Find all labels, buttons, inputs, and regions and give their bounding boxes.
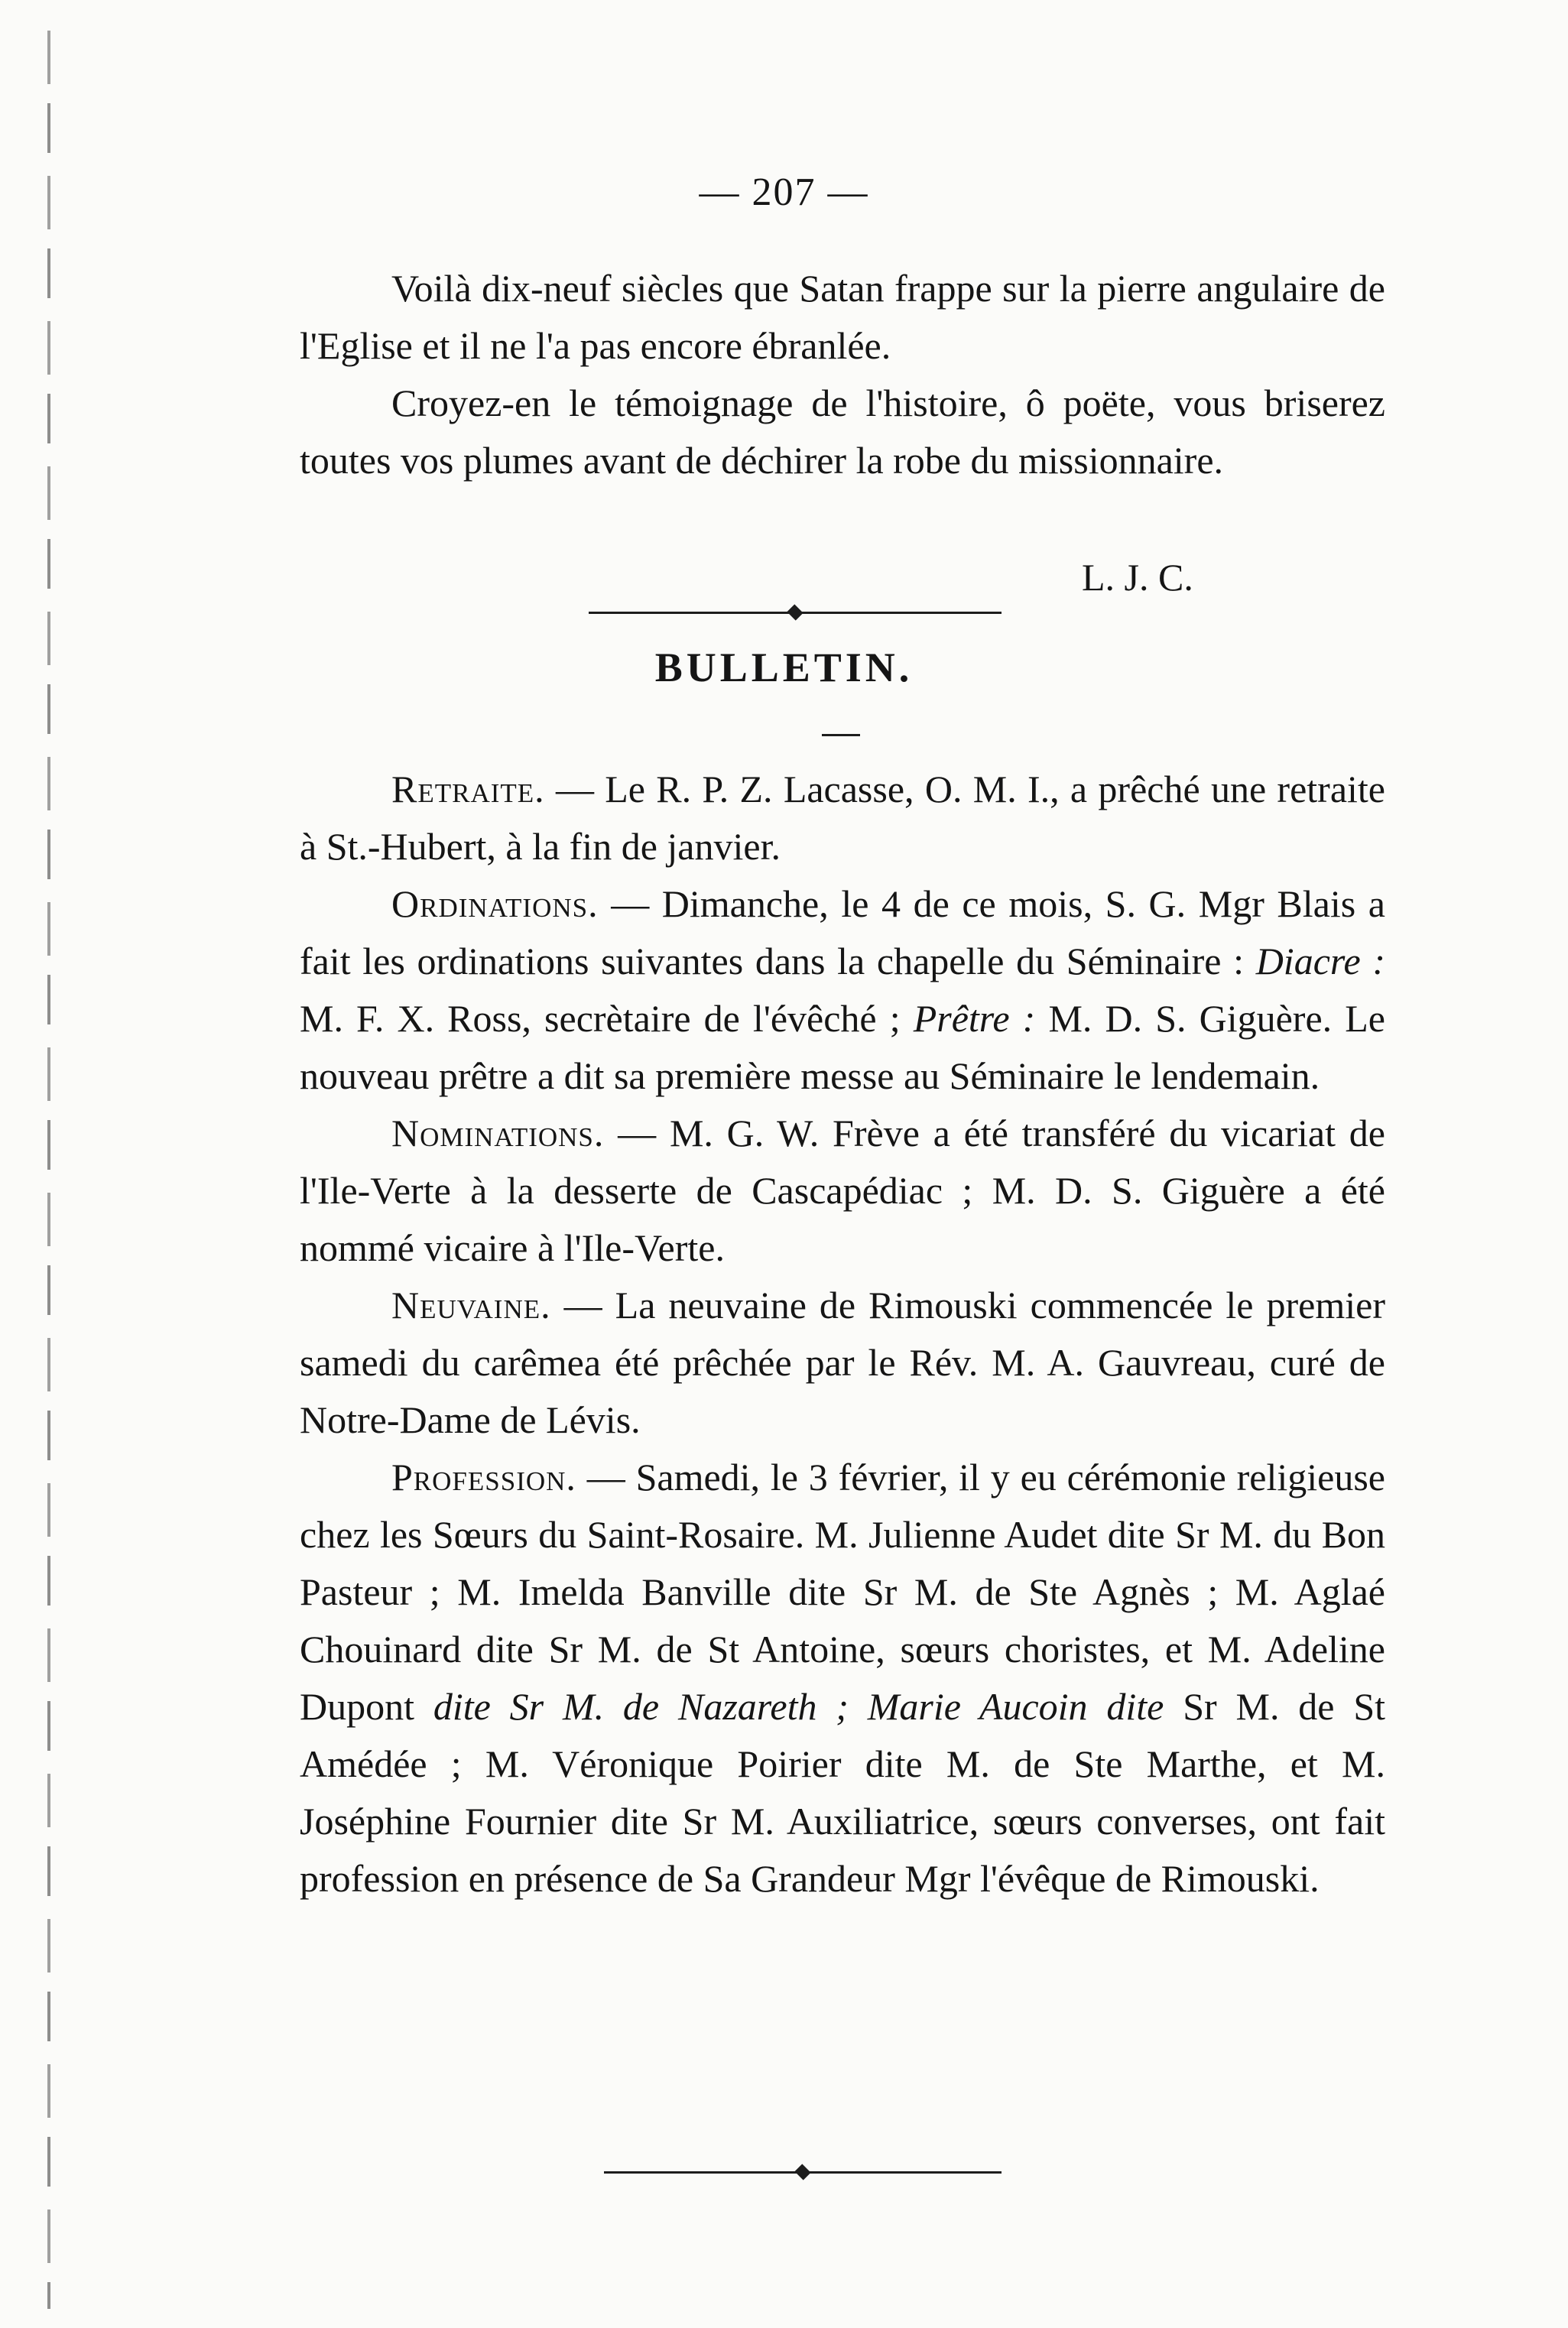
pretre-label: Prêtre : <box>913 997 1036 1040</box>
section-heading: BULLETIN. <box>654 645 914 690</box>
entry-label: Ordinations. <box>391 882 599 925</box>
entry-text: — La neuvaine de Rimouski commencée le premier samedi du carêmea été prêchée par le Rév. M. A. Gauvreau, curé de Notre-Dame de Lévis. <box>300 1284 1385 1441</box>
entry-text: — Samedi, le 3 février, il y eu cérémonie religieuse chez les Sœurs du Saint-Rosaire. M. Julienne Audet dite Sr M. du Bon Pasteur ; M. Imelda Banville dite Sr M. de Ste Agnès ; M. Aglaé Chouinard dite Sr M. de St Antoine, sœurs choristes, et M. Adeline Dupont <box>300 1456 1385 1728</box>
entry-italic-text: dite Sr M. de Nazareth ; Marie Aucoin dite <box>433 1685 1164 1728</box>
entry-label: Retraite. <box>391 768 545 810</box>
entry-text: — Le R. P. Z. Lacasse, O. M. I., a prêché une retraite à St.-Hubert, à la fin de janvier. <box>300 768 1385 868</box>
entry-text: M. F. X. Ross, secrètaire de l'évêché ; <box>300 997 914 1040</box>
page-number: — 207 — <box>699 170 869 214</box>
entry-nominations <box>300 1105 1385 1277</box>
ornament-icon <box>787 604 803 620</box>
entry-retraite <box>300 761 1385 875</box>
signature: L. J. C. <box>1082 556 1193 599</box>
entry-text: — Dimanche, le 4 de ce mois, S. G. Mgr Blais a fait les ordinations suivantes dans la chapelle du Séminaire : <box>300 882 1385 982</box>
separator-rule-bottom <box>604 2171 1002 2174</box>
entry-label: Profession. <box>391 1456 576 1498</box>
entry-profession <box>300 1449 1385 1908</box>
intro-text <box>300 260 1385 489</box>
separator-rule-top <box>589 612 1002 614</box>
heading-dash <box>822 734 860 736</box>
intro-paragraph-2: Croyez-en le témoignage de l'histoire, ô poëte, vous briserez toutes vos plumes avant de déchirer la robe du missionnaire. <box>300 382 1385 482</box>
entry-text: M. D. S. Giguère. Le nouveau prêtre a dit sa première messe au Séminaire le lendemain. <box>300 997 1385 1097</box>
bulletin-body <box>300 761 1385 1908</box>
diacre-label: Diacre : <box>1255 940 1385 982</box>
binding-edge <box>47 31 50 2309</box>
intro-paragraph-1: Voilà dix-neuf siècles que Satan frappe sur la pierre angulaire de l'Eglise et il ne l'a pas encore ébranlée. <box>300 267 1385 367</box>
entry-text: — M. G. W. Frève a été transféré du vicariat de l'Ile-Verte à la desserte de Cascapédiac ; M. D. S. Giguère a été nommé vicaire à l'Ile-Verte. <box>300 1112 1385 1269</box>
entry-label: Nominations. <box>391 1112 605 1154</box>
entry-neuvaine <box>300 1277 1385 1449</box>
entry-ordinations <box>300 875 1385 1105</box>
entry-text: Sr M. de St Amédée ; M. Véronique Poirier dite M. de Ste Marthe, et M. Joséphine Fournier dite Sr M. Auxiliatrice, sœurs converses, ont fait profession en présence de Sa Grandeur Mgr l'évêque de Rimouski. <box>300 1685 1386 1900</box>
entry-label: Neuvaine. <box>391 1284 551 1326</box>
ornament-icon <box>794 2164 810 2180</box>
